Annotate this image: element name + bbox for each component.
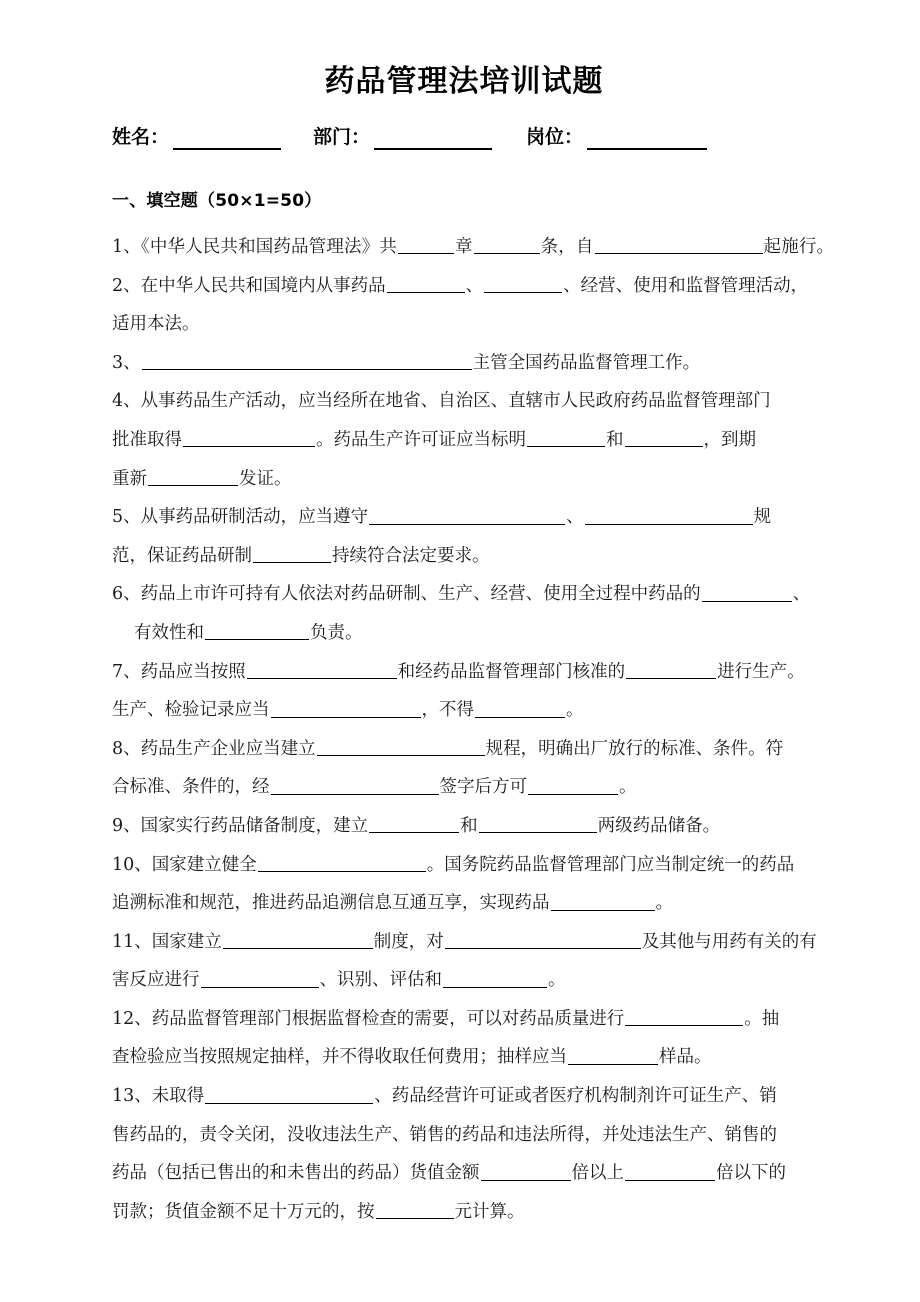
question-9	[112, 807, 816, 846]
q4-blank-3[interactable]	[625, 430, 703, 448]
q4-text-d: 和	[606, 429, 624, 450]
department-input-blank[interactable]	[374, 128, 492, 150]
q7-blank-4[interactable]	[475, 700, 565, 718]
identity-row	[112, 124, 816, 150]
q9-blank-1[interactable]	[369, 816, 459, 834]
q5-blank-3[interactable]	[253, 546, 331, 564]
q11-blank-3[interactable]	[201, 970, 319, 988]
q5-text-a: 5、从事药品研制活动，应当遵守	[112, 507, 369, 528]
q12-text-d: 样品。	[659, 1047, 712, 1068]
question-8-line-2	[112, 768, 816, 807]
q9-blank-2[interactable]	[479, 816, 597, 834]
q10-text-b: 。国务院药品监督管理部门应当制定统一的药品	[426, 854, 795, 875]
q8-blank-3[interactable]	[528, 777, 618, 795]
name-input-blank[interactable]	[173, 128, 281, 150]
q9-text-c: 两级药品储备。	[597, 815, 721, 836]
q12-blank-1[interactable]	[625, 1009, 743, 1027]
q2-blank-2[interactable]	[484, 275, 562, 293]
question-7	[112, 653, 816, 730]
question-7-line-2	[112, 691, 816, 730]
question-7-line-1	[112, 653, 816, 692]
q7-blank-2[interactable]	[626, 661, 716, 679]
q8-text-a: 8、药品生产企业应当建立	[112, 738, 316, 759]
q1-text-a: 1、《中华人民共和国药品管理法》共	[112, 237, 397, 257]
q11-text-e: 、识别、评估和	[319, 970, 442, 991]
q12-text-b: 。抽	[744, 1008, 780, 1029]
question-6-line-1	[112, 575, 816, 614]
q8-text-d: 签字后方可	[439, 777, 527, 798]
q9-text-a: 9、国家实行药品储备制度，建立	[112, 815, 369, 836]
q2-text-d: 适用本法。	[112, 314, 200, 335]
q4-text-c: 。药品生产许可证应当标明	[316, 429, 526, 450]
q13-blank-4[interactable]	[376, 1202, 454, 1220]
question-11-line-2	[112, 961, 816, 1000]
q6-text-d: 负责。	[310, 622, 363, 643]
q6-blank-2[interactable]	[205, 623, 309, 641]
question-2-line-2	[112, 305, 816, 344]
name-field[interactable]	[112, 124, 281, 150]
question-10	[112, 846, 816, 923]
question-12	[112, 1000, 816, 1077]
q5-text-b: 、	[566, 507, 584, 528]
q11-blank-2[interactable]	[445, 932, 641, 950]
question-10-line-1	[112, 846, 816, 885]
q5-blank-1[interactable]	[369, 507, 565, 525]
q13-text-b: 、药品经营许可证或者医疗机构制剂许可证生产、销	[374, 1086, 777, 1107]
question-8-line-1	[112, 730, 816, 769]
q6-text-a: 6、药品上市许可持有人依法对药品研制、生产、经营、使用全过程中药品的	[112, 584, 701, 605]
question-13-line-4	[112, 1193, 816, 1232]
q5-text-d: 范，保证药品研制	[112, 545, 252, 566]
q4-text-g: 发证。	[239, 468, 292, 489]
q3-text-a: 3、	[112, 352, 141, 373]
question-2	[112, 267, 816, 344]
q13-blank-2[interactable]	[481, 1163, 571, 1181]
q7-text-d: 生产、检验记录应当	[112, 700, 270, 721]
q3-blank-1[interactable]	[142, 353, 472, 371]
q4-text-f: 重新	[112, 468, 147, 489]
question-4-line-2	[112, 421, 816, 460]
q13-text-g: 罚款；货值金额不足十万元的，按	[112, 1201, 375, 1222]
q1-blank-2[interactable]	[474, 237, 540, 255]
q13-blank-3[interactable]	[625, 1163, 715, 1181]
q2-text-b: 、	[465, 275, 484, 296]
q7-text-c: 进行生产。	[717, 661, 805, 682]
q11-blank-4[interactable]	[443, 970, 547, 988]
q4-blank-4[interactable]	[148, 468, 238, 486]
q10-blank-2[interactable]	[551, 893, 655, 911]
q10-text-a: 10、国家建立健全	[112, 854, 257, 875]
q13-text-e: 倍以上	[571, 1163, 624, 1184]
position-field[interactable]	[526, 124, 707, 150]
q5-text-c: 规	[753, 507, 772, 528]
question-11-line-1	[112, 923, 816, 962]
q1-text-c: 条，自	[540, 237, 594, 257]
q6-blank-1[interactable]	[702, 584, 792, 602]
q13-text-f: 倍以下的	[716, 1163, 786, 1184]
question-11	[112, 923, 816, 1000]
question-4	[112, 382, 816, 498]
q13-text-c: 售药品的，责令关闭，没收违法生产、销售的药品和违法所得，并处违法生产、销售的	[112, 1124, 777, 1145]
q12-text-a: 12、药品监督管理部门根据监督检查的需要，可以对药品质量进行	[112, 1008, 625, 1029]
question-13	[112, 1077, 816, 1231]
q4-blank-1[interactable]	[183, 430, 315, 448]
position-label: 岗位：	[526, 126, 584, 148]
q7-text-e: ，不得	[421, 700, 474, 721]
q8-blank-1[interactable]	[317, 739, 485, 757]
page-title: 药品管理法培训试题	[324, 64, 604, 99]
question-5-line-2	[112, 537, 816, 576]
question-12-line-2	[112, 1038, 816, 1077]
q9-text-b: 和	[460, 815, 478, 836]
question-2-line-1	[112, 267, 816, 306]
question-13-line-2	[112, 1116, 816, 1155]
q13-blank-1[interactable]	[205, 1086, 373, 1104]
q6-text-b: 、	[792, 584, 811, 605]
q11-text-d: 害反应进行	[112, 970, 200, 991]
q5-blank-2[interactable]	[585, 507, 753, 525]
q8-text-c: 合标准、条件的，经	[112, 777, 270, 798]
q2-text-c: 、经营、使用和监督管理活动，	[563, 275, 809, 296]
q7-text-f: 。	[566, 700, 584, 721]
question-13-line-1	[112, 1077, 816, 1116]
q7-blank-1[interactable]	[247, 661, 397, 679]
name-label: 姓名：	[112, 126, 170, 148]
section-heading-fill-in-the-blank: 一、填空题（50×1=50）	[112, 191, 322, 211]
q8-text-b: 规程，明确出厂放行的标准、条件。符	[485, 738, 784, 759]
department-field[interactable]	[313, 124, 492, 150]
q2-text-a: 2、在中华人民共和国境内从事药品	[112, 275, 386, 296]
question-6-line-2	[112, 614, 816, 653]
q1-text-b: 章	[454, 237, 473, 257]
q6-text-c: 有效性和	[134, 622, 204, 643]
question-5-line-1	[112, 498, 816, 537]
question-10-line-2	[112, 884, 816, 923]
q10-blank-1[interactable]	[258, 854, 426, 872]
q4-text-e: ，到期	[703, 429, 756, 450]
q2-blank-1[interactable]	[387, 275, 465, 293]
q13-text-d: 药品（包括已售出的和未售出的药品）货值金额	[112, 1163, 480, 1184]
q10-text-d: 。	[655, 893, 673, 914]
q12-blank-2[interactable]	[568, 1047, 658, 1065]
q11-text-a: 11、国家建立	[112, 931, 222, 952]
q11-text-b: 制度，对	[373, 931, 444, 952]
q7-blank-3[interactable]	[271, 700, 421, 718]
question-12-line-1	[112, 1000, 816, 1039]
q4-text-a: 4、从事药品生产活动，应当经所在地省、自治区、直辖市人民政府药品监督管理部门	[112, 391, 771, 412]
q13-text-a: 13、未取得	[112, 1086, 205, 1107]
position-input-blank[interactable]	[587, 128, 707, 150]
question-3-line-1	[112, 344, 816, 383]
question-1-line-1	[112, 228, 835, 267]
q4-blank-2[interactable]	[527, 430, 605, 448]
q7-text-a: 7、药品应当按照	[112, 661, 246, 682]
q8-blank-2[interactable]	[271, 777, 439, 795]
question-4-line-1	[112, 382, 816, 421]
q4-text-b: 批准取得	[112, 429, 182, 450]
q8-text-e: 。	[619, 777, 637, 798]
question-list	[112, 228, 835, 1231]
question-1	[112, 228, 835, 267]
q12-text-c: 查检验应当按照规定抽样，并不得收取任何费用；抽样应当	[112, 1047, 567, 1068]
q5-text-e: 持续符合法定要求。	[332, 545, 490, 566]
q10-text-c: 追溯标准和规范，推进药品追溯信息互通互享，实现药品	[112, 893, 550, 914]
question-9-line-1	[112, 807, 816, 846]
q11-blank-1[interactable]	[223, 932, 373, 950]
q7-text-b: 和经药品监督管理部门核准的	[397, 661, 626, 682]
question-8	[112, 730, 816, 807]
question-6	[112, 575, 816, 652]
q1-blank-1[interactable]	[398, 237, 454, 255]
q1-text-d: 起施行。	[763, 237, 835, 257]
question-4-line-3	[112, 460, 816, 499]
q11-text-c: 及其他与用药有关的有	[641, 931, 817, 952]
department-label: 部门：	[313, 126, 371, 148]
q13-text-h: 元计算。	[454, 1201, 525, 1222]
question-5	[112, 498, 816, 575]
q1-blank-3[interactable]	[595, 237, 763, 255]
question-13-line-3	[112, 1154, 816, 1193]
q3-text-b: 主管全国药品监督管理工作。	[472, 352, 701, 373]
question-3	[112, 344, 816, 383]
q11-text-f: 。	[548, 970, 566, 991]
